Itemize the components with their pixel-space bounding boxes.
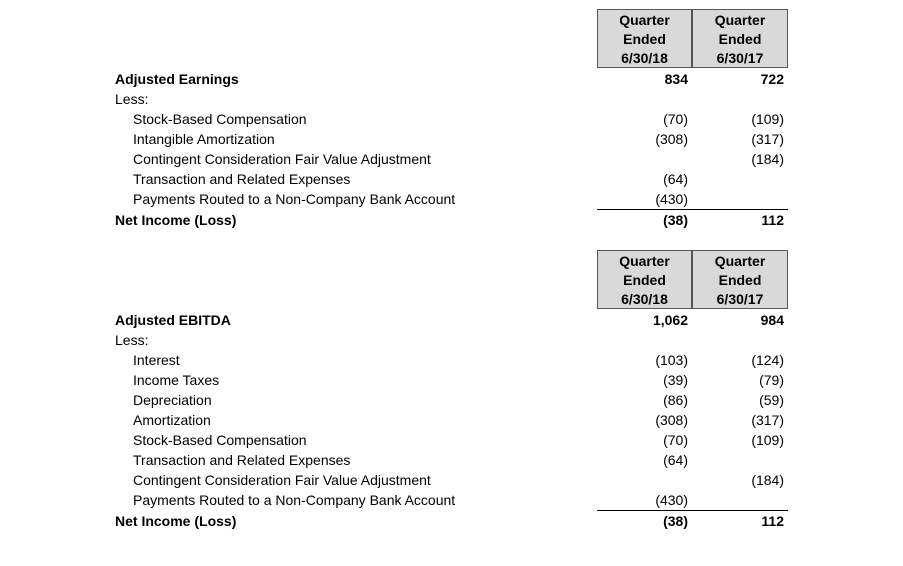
value-cell: (59) <box>759 392 784 408</box>
total-label: Net Income (Loss) <box>115 212 237 228</box>
value-cell: (70) <box>663 111 688 127</box>
value-cell: (430) <box>655 191 688 207</box>
column-header-line: Quarter <box>714 12 766 28</box>
section-title: Adjusted EBITDA <box>115 312 231 328</box>
value-cell: (109) <box>751 111 784 127</box>
value-cell: (86) <box>663 392 688 408</box>
value-cell: (308) <box>655 412 688 428</box>
row-label: Income Taxes <box>133 372 220 388</box>
value-cell: (39) <box>663 372 688 388</box>
column-header-q2-2018 <box>597 250 692 309</box>
table-row <box>0 310 903 330</box>
column-header-q2-2018 <box>597 9 692 68</box>
value-cell: 984 <box>760 312 784 328</box>
total-label: Net Income (Loss) <box>115 513 237 529</box>
value-cell: (308) <box>655 131 688 147</box>
adjusted-ebitda-reconciliation <box>0 250 903 540</box>
value-cell: (70) <box>663 432 688 448</box>
value-cell: (38) <box>663 212 688 228</box>
table-row <box>0 390 903 410</box>
value-cell: (124) <box>751 352 784 368</box>
row-label: Interest <box>133 352 180 368</box>
table-row <box>0 450 903 470</box>
row-label: Contingent Consideration Fair Value Adjustment <box>133 151 431 167</box>
section-title: Adjusted Earnings <box>115 71 239 87</box>
value-cell: (317) <box>751 412 784 428</box>
value-cell: (79) <box>759 372 784 388</box>
column-header-line: 6/30/17 <box>716 50 764 66</box>
column-header-line: Ended <box>623 31 666 47</box>
column-header-line: Ended <box>718 272 762 288</box>
value-cell: 112 <box>761 513 784 529</box>
table-row <box>0 69 903 89</box>
column-header-line: Ended <box>718 31 762 47</box>
table-row <box>0 470 903 490</box>
value-cell: 722 <box>760 71 784 87</box>
value-cell: (109) <box>751 432 784 448</box>
column-header-line: Quarter <box>619 12 670 28</box>
table-row <box>0 149 903 169</box>
table-row <box>0 89 903 109</box>
value-cell: (103) <box>655 352 688 368</box>
value-cell: (184) <box>751 151 784 167</box>
table-row <box>0 330 903 350</box>
adjusted-earnings-reconciliation <box>0 9 903 234</box>
value-cell: (317) <box>751 131 784 147</box>
table-row <box>0 350 903 370</box>
value-cell: 834 <box>664 71 688 87</box>
total-row <box>0 511 903 531</box>
table-row <box>0 490 903 510</box>
value-cell: (38) <box>663 513 688 529</box>
column-header-line: 6/30/17 <box>716 291 764 307</box>
table-row <box>0 370 903 390</box>
column-header-line: Quarter <box>714 253 766 269</box>
total-row <box>0 210 903 230</box>
row-label: Contingent Consideration Fair Value Adjustment <box>133 472 431 488</box>
column-header-q2-2017 <box>692 250 788 309</box>
row-label: Transaction and Related Expenses <box>133 171 351 187</box>
row-label: Stock-Based Compensation <box>133 111 307 127</box>
less-label: Less: <box>115 332 149 348</box>
less-label: Less: <box>115 91 149 107</box>
value-cell: 112 <box>761 212 784 228</box>
table-row <box>0 430 903 450</box>
row-label: Payments Routed to a Non-Company Bank Account <box>133 492 456 508</box>
value-cell: (184) <box>751 472 784 488</box>
value-cell: (430) <box>655 492 688 508</box>
value-cell: (64) <box>663 452 688 468</box>
table-row <box>0 410 903 430</box>
column-header-line: 6/30/18 <box>621 50 668 66</box>
row-label: Amortization <box>133 412 211 428</box>
table-row <box>0 189 903 209</box>
value-cell: (64) <box>663 171 688 187</box>
table-row <box>0 169 903 189</box>
row-label: Payments Routed to a Non-Company Bank Account <box>133 191 456 207</box>
row-label: Intangible Amortization <box>133 131 275 147</box>
table-row <box>0 109 903 129</box>
column-header-line: Ended <box>623 272 666 288</box>
row-label: Depreciation <box>133 392 212 408</box>
column-header-line: 6/30/18 <box>621 291 668 307</box>
row-label: Stock-Based Compensation <box>133 432 307 448</box>
row-label: Transaction and Related Expenses <box>133 452 351 468</box>
column-header-q2-2017 <box>692 9 788 68</box>
value-cell: 1,062 <box>652 312 688 328</box>
column-header-line: Quarter <box>619 253 670 269</box>
table-row <box>0 129 903 149</box>
